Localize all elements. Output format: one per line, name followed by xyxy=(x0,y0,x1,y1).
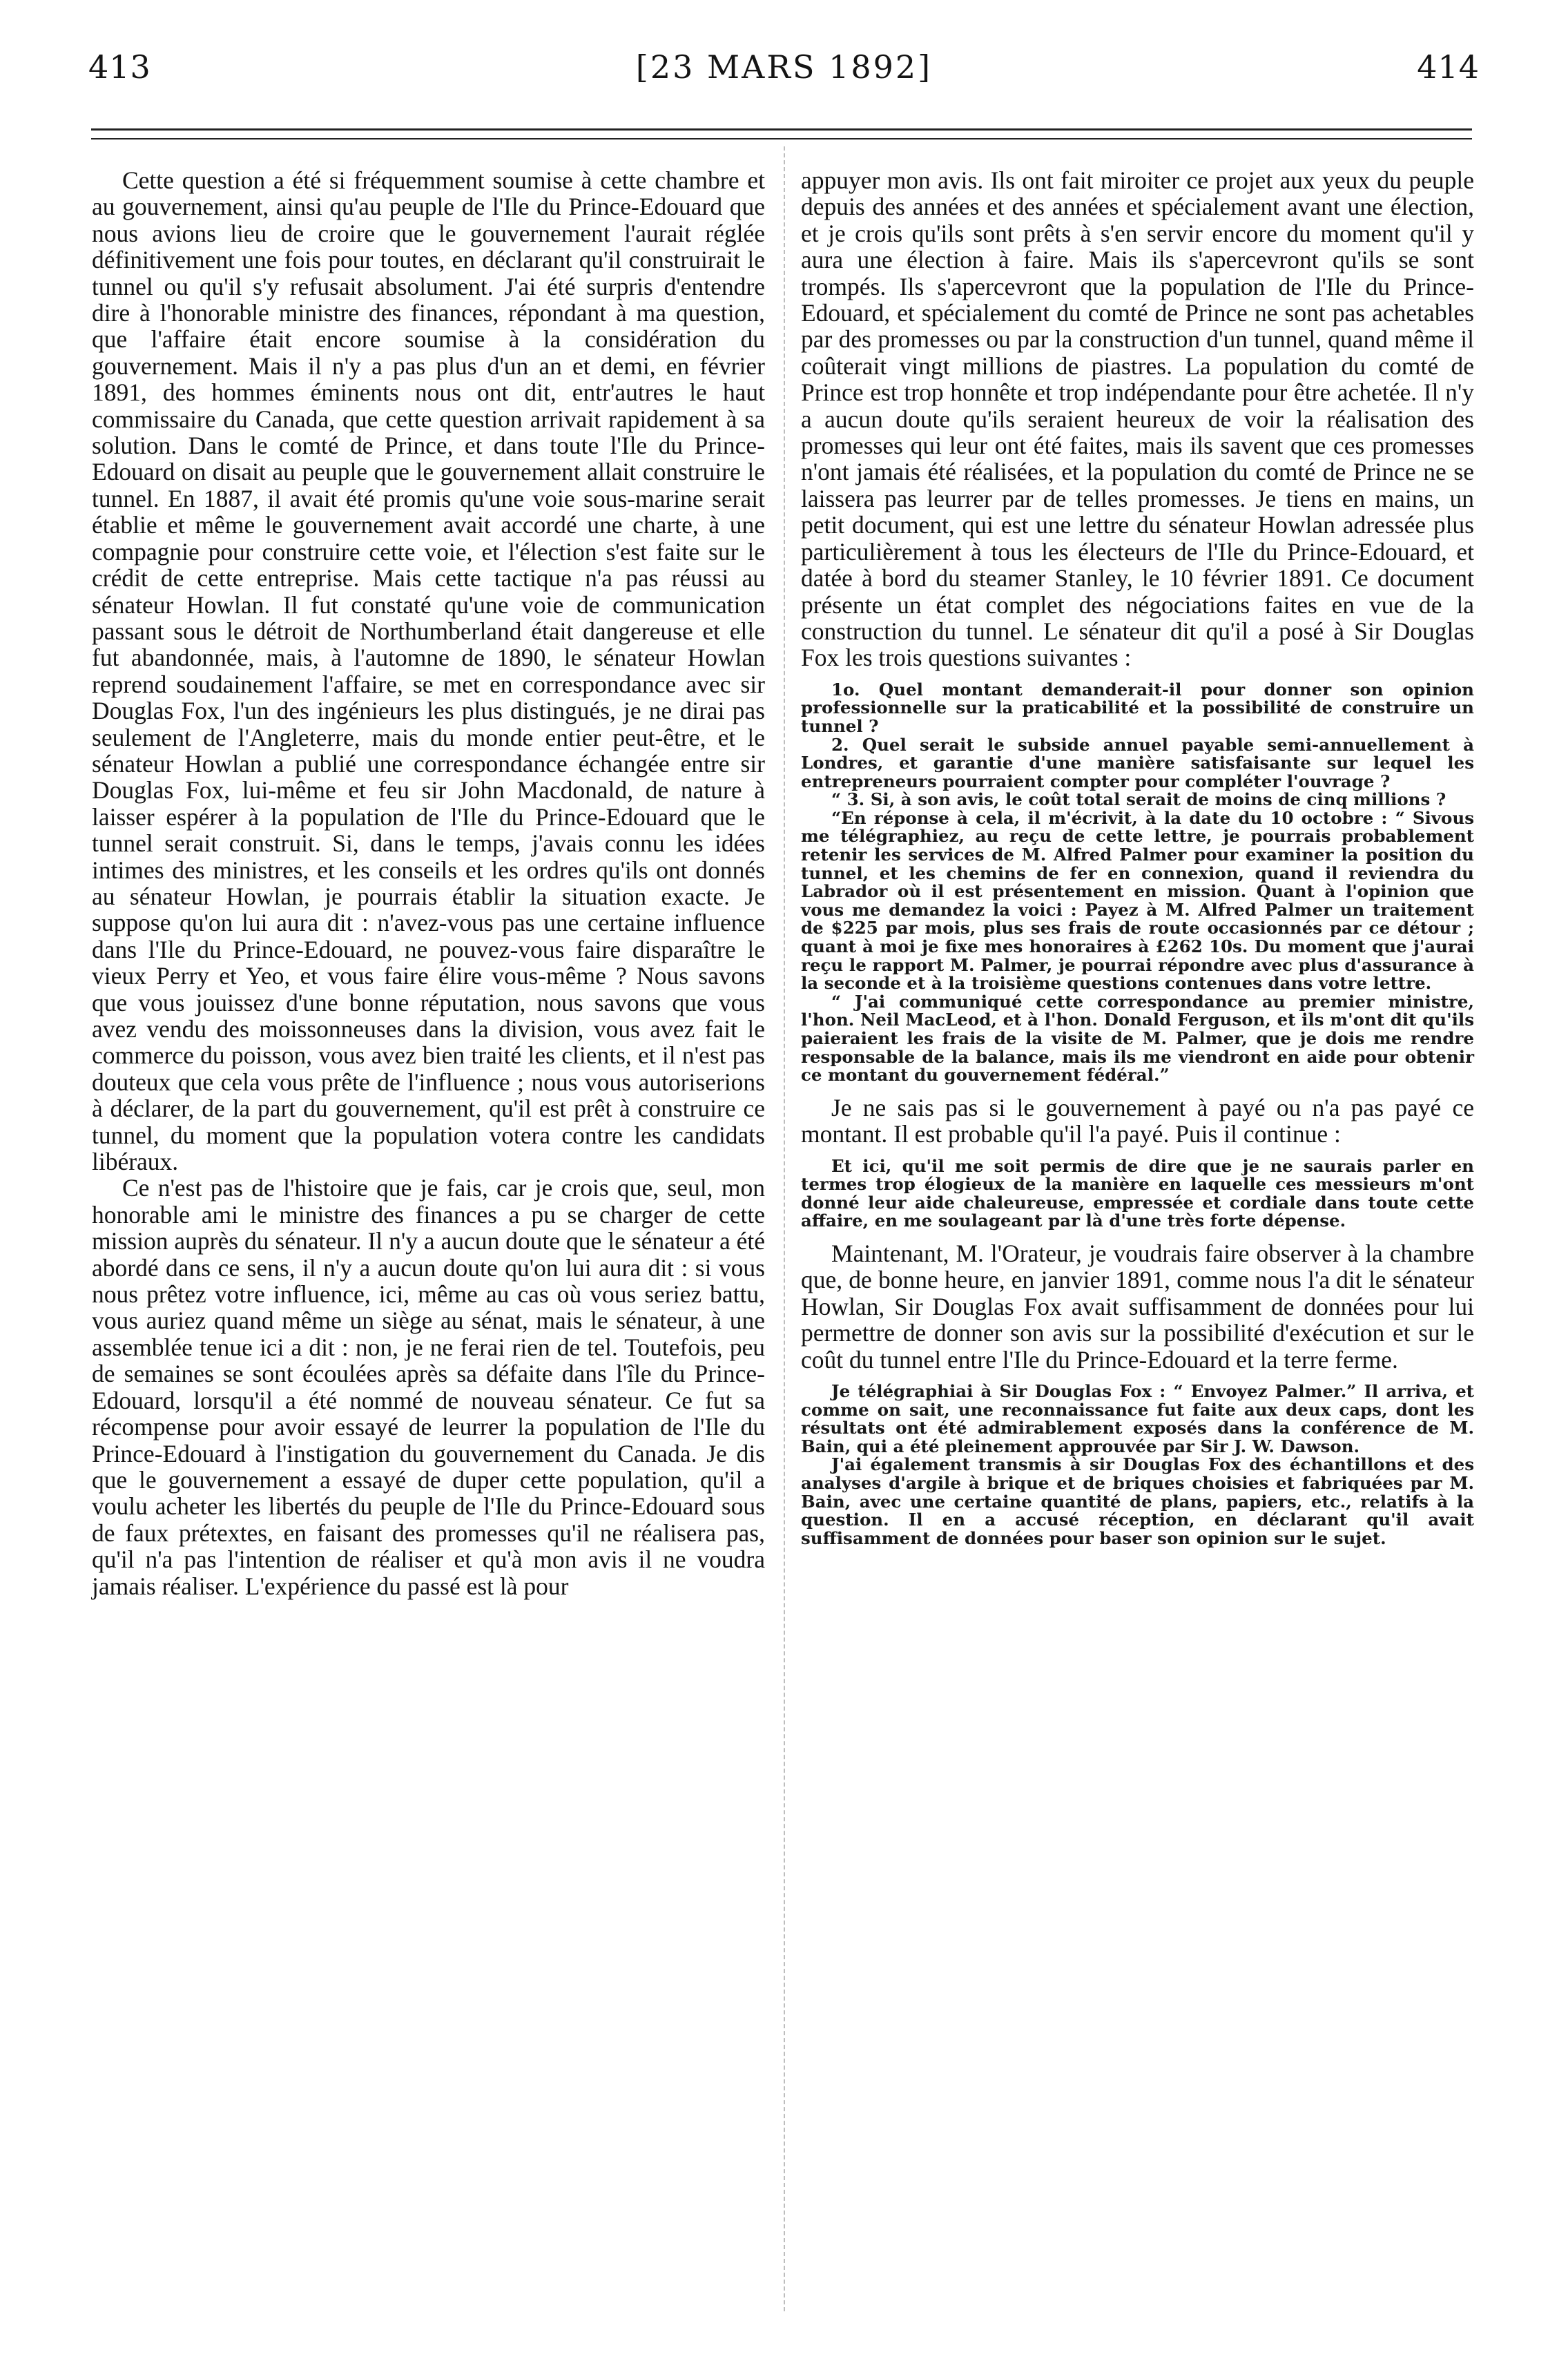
quoted-questions xyxy=(801,681,1474,1085)
right-column xyxy=(801,167,1474,1557)
quote-thanks-text: Et ici, qu'il me soit permis de dire que je ne saurais parler en termes trop élogieux de la manière en laquelle ces messieurs m'ont donné leur aide chaleureuse, empressée et cordiale dans toute cette affaire, en me soulageant par là d'une très forte dépense. xyxy=(801,1155,1474,1231)
left-paragraph-1: Cette question a été si fréquemment soumise à cette chambre et au gouvernement, ainsi qu'au peuple de l'Ile du Prince-Edouard que nous avions lieu de croire que le gouvernement l'aurait réglée définitivement une fois pour toutes, en déclarant qu'il construirait le tunnel ou qu'il s'y refusait absolument. J'ai été surpris d'entendre dire à l'honorable ministre des finances, répondant à ma question, que l'affaire était encore soumise à la considération du gouvernement. Mais il n'y a pas plus d'un an et demi, en février 1891, des hommes éminents nous ont dit, entr'autres le haut commissaire du Canada, que cette question arrivait rapidement à sa solution. Dans le comté de Prince, et dans toute l'Ile du Prince-Edouard on disait au peuple que le gouvernement allait construire le tunnel. En 1887, il avait été promis qu'une voie sous-marine serait établie et même le gouvernement avait accordé une charte, à une compagnie pour construire cette voie, et l'élection s'est faite sur le crédit de cette entreprise. Mais cette tactique n'a pas réussi au sénateur Howlan. Il fut constaté qu'une voie de communication passant sous le détroit de Northumberland était dangereuse et elle fut abandonnée, mais, à l'automne de 1890, le sénateur Howlan reprend soudainement l'affaire, se met en correspondance avec sir Douglas Fox, l'un des ingénieurs les plus distingués, je ne dirai pas seulement de l'Angleterre, mais du monde entier peut-être, et le sénateur Howlan a publié une correspondance échangée entre sir Douglas Fox, lui-même et feu sir John Macdonald, de nature à laisser espérer à la population de l'Ile du Prince-Edouard que le tunnel serait construit. Si, dans le temps, j'avais connu les idées intimes des ministres, et les conseils et les ordres qu'ils ont donnés au sénateur Howlan, je pourrais établir la situation exacte. Je suppose qu'on lui aura dit : n'avez-vous pas une certaine influence dans l'Ile du Prince-Edouard, ne pouvez-vous faire disparaître le vieux Perry et Yeo, et vous faire élire vous-même ? Nous savons que vous jouissez d'une bonne réputation, nous savons que vous avez vendu des moissonneuses dans la division, vous avez fait le commerce du poisson, vous avez bien traité les clients, et il n'est pas douteux que cela vous prête de l'influence ; nous vous autoriserions à déclarer, de la part du gouvernement, qu'il est prêt à construire ce tunnel, du moment que la population votera contre les candidats libéraux. xyxy=(92,166,765,1176)
column-separator xyxy=(784,146,785,2311)
quote-correspondence: “ J'ai communiqué cette correspondance au premier ministre, l'hon. Neil MacLeod, et à l'hon. Donald Ferguson, et ils m'ont dit qu'ils paieraient les frais de la visite de M. Palmer, que je dois me rendre responsable de la balance, mais ils me viendront en aide pour obtenir ce montant du gouvernement fédéral.” xyxy=(801,991,1474,1086)
quoted-thanks xyxy=(801,1157,1474,1231)
quote-question-3: “ 3. Si, à son avis, le coût total serait de moins de cinq millions ? xyxy=(831,789,1446,810)
left-column xyxy=(92,167,765,1599)
right-paragraph-2: Je ne sais pas si le gouvernement à payé ou n'a pas payé ce montant. Il est probable qu'il l'a payé. Puis il continue : xyxy=(801,1093,1474,1148)
page-date-header: [23 MARS 1892] xyxy=(635,48,933,86)
right-paragraph-3: Maintenant, M. l'Orateur, je voudrais faire observer à la chambre que, de bonne heure, en janvier 1891, comme nous l'a dit le sénateur Howlan, Sir Douglas Fox avait suffisamment de données pour lui permettre de donner son avis sur la possibilité d'exécution et sur le coût du tunnel entre l'Ile du Prince-Edouard et la terre ferme. xyxy=(801,1239,1474,1374)
quote-telegram-text: Je télégraphiai à Sir Douglas Fox : “ Envoyez Palmer.” Il arriva, et comme on sait, une reconnaissance fut faite aux deux caps, dont les résultats ont été admirablement exposés dans la conférence de M. Bain, qui a été pleinement approuvée par Sir J. W. Dawson. xyxy=(801,1381,1474,1456)
header-rule-thin xyxy=(91,138,1472,139)
quote-question-2: 2. Quel serait le subside annuel payable semi-annuellement à Londres, et garantie d'une manière satisfaisante sur lequel les entrepreneurs pourraient compter pour compléter l'ouvrage ? xyxy=(801,734,1474,791)
header-rule-thick xyxy=(91,128,1472,131)
quote-reply: “En réponse à cela, il m'écrivit, à la date du 10 octobre : “ Sivous me télégraphiez, au reçu de cette lettre, je pourrais probablement retenir les services de M. Alfred Palmer pour examiner la position du tunnel, et les chemins de fer en connexion, quand il reviendra du Labrador où il est présentement en mission. Quant à l'opinion que vous me demandez la voici : Payez à M. Alfred Palmer un traitement de $225 par mois, plus ses frais de route occasionnés par ce détour ; quant à moi je fixe mes honoraires à £262 10s. Du moment que j'aurai reçu le rapport M. Palmer, je pourrai répondre avec plus d'assurance à la seconde et à la troisième questions contenues dans votre lettre. xyxy=(801,807,1474,994)
left-paragraph-2: Ce n'est pas de l'histoire que je fais, car je crois que, seul, mon honorable ami le ministre des finances a pu se charger de cette mission auprès du sénateur. Il n'y a aucun doute que le sénateur a été abordé dans ce sens, il n'y a aucun doute qu'on lui aura dit : si vous nous prêtez votre influence, ici, même au cas où vous seriez battu, vous auriez quand même un siège au sénat, mais le sénateur, à une assemblée tenue ici a dit : non, je ne ferai rien de tel. Toutefois, peu de semaines se sont écoulées après sa défaite dans l'île du Prince-Edouard, lorsqu'il a été nommé de nouveau sénateur. Ce fut sa récompense pour avoir essayé de leurrer la population de l'Ile du Prince-Edouard à l'instigation du gouvernement du Canada. Je dis que le gouvernement a essayé de duper cette population, qu'il a voulu acheter les libertés du peuple de l'Ile du Prince-Edouard sous de faux prétextes, en faisant des promesses qu'il ne réalisera pas, qu'il n'a pas l'intention de réaliser et qu'à mon avis il ne voudra jamais réaliser. L'expérience du passé est là pour xyxy=(92,1174,765,1600)
quoted-telegram xyxy=(801,1382,1474,1548)
left-page-number: 413 xyxy=(88,48,151,86)
right-page-number: 414 xyxy=(1417,48,1480,86)
quote-question-1: 1o. Quel montant demanderait-il pour donner son opinion professionnelle sur la praticabilité et la possibilité de construire un tunnel ? xyxy=(801,679,1474,736)
quote-samples-text: J'ai également transmis à sir Douglas Fox des échantillons et des analyses d'argile à brique et de briques choisies et fabriquées par M. Bain, avec une certaine quantité de plans, papiers, etc., relatifs à la question. Il en a accusé réception, en déclarant qu'il avait suffisamment de données pour baser son opinion sur le sujet. xyxy=(801,1454,1474,1548)
right-paragraph-1: appuyer mon avis. Ils ont fait miroiter ce projet aux yeux du peuple depuis des années et des années et spécialement avant une élection, et je crois qu'ils sont prêts à s'en servir encore du moment qu'il y aura une élection à faire. Mais ils s'apercevront qu'ils se sont trompés. Ils s'apercevront que la population de l'Ile du Prince-Edouard, et spécialement du comté de Prince ne sont pas achetables par des promesses ou par la construction d'un tunnel, quand même il coûterait vingt millions de piastres. La population du comté de Prince est trop honnête et trop indépendante pour être achetée. Il n'y a aucun doute qu'ils seraient heureux de voir la réalisation des promesses qui leur ont été faites, mais ils savent que ces promesses n'ont jamais été réalisées, et la population du comté de Prince ne se laissera pas leurrer par de telles promesses. Je tiens en mains, un petit document, qui est une lettre du sénateur Howlan adressée plus particulièrement à tous les électeurs de l'Ile du Prince-Edouard, et datée à bord du steamer Stanley, le 10 février 1891. Ce document présente un état complet des négociations faites en vue de la construction du tunnel. Le sénateur dit qu'il a posé à Sir Douglas Fox les trois questions suivantes : xyxy=(801,166,1474,672)
